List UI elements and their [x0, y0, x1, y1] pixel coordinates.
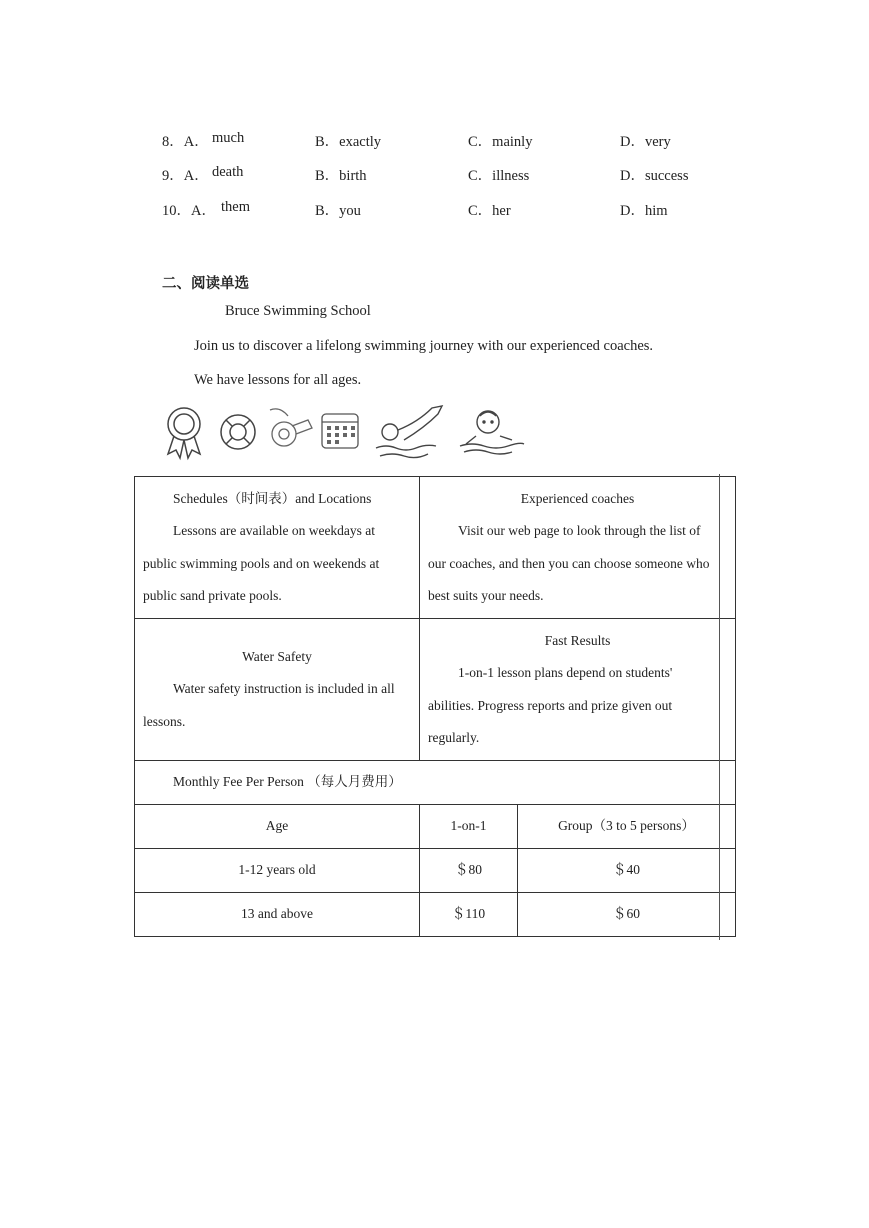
results-text: abilities. Progress reports and prize given out — [428, 697, 673, 713]
passage-line: Join us to discover a lifelong swimming journey with our experienced coaches. — [194, 338, 654, 354]
child-swimmer-icon — [460, 411, 524, 454]
option-a: them — [221, 199, 250, 215]
question-number: 8．A． — [162, 134, 209, 150]
results-title: Fast Results — [544, 632, 611, 648]
life-ring-icon — [221, 415, 255, 449]
option-row — [0, 164, 869, 188]
option-a: death — [212, 164, 244, 180]
coaches-text: best suits your needs. — [428, 588, 544, 603]
medal-icon — [168, 408, 200, 458]
table-row — [135, 761, 736, 805]
coaches-text: Visit our web page to look through the list of — [458, 523, 701, 538]
table-cell: 13 and above — [135, 893, 420, 937]
safety-title: Water Safety — [242, 648, 312, 664]
safety-cell — [135, 619, 420, 761]
schedules-text: public swimming pools and on weekends at — [143, 555, 380, 571]
option-a: much — [212, 130, 245, 146]
option-b: B．birth — [315, 168, 367, 184]
schedules-text: Lessons are available on weekdays at — [173, 523, 376, 538]
question-number: 10．A． — [162, 203, 216, 219]
option-d: D．success — [620, 168, 689, 184]
option-b: B．exactly — [315, 134, 382, 150]
swimmer-icon — [376, 406, 442, 458]
option-c: C．mainly — [468, 134, 533, 150]
column-header: Group（3 to 5 persons） — [518, 805, 736, 849]
option-d: D．him — [620, 203, 668, 219]
option-c: C．her — [468, 203, 511, 219]
fee-title: Monthly Fee Per Person （每人月费用） — [135, 761, 736, 805]
option-row — [0, 130, 869, 154]
table-cell: ＄40 — [518, 849, 736, 893]
coaches-title: Experienced coaches — [520, 490, 635, 506]
question-number: 9．A． — [162, 168, 209, 184]
table-cell: 1-12 years old — [135, 849, 420, 893]
results-cell — [420, 619, 736, 761]
results-text: 1-on-1 lesson plans depend on students' — [458, 665, 673, 680]
table-cell: ＄110 — [420, 893, 518, 937]
table-row — [135, 477, 736, 619]
passage-line: We have lessons for all ages. — [194, 372, 362, 388]
scan-artifact-line — [719, 474, 720, 940]
info-table — [134, 476, 736, 937]
passage-title: Bruce Swimming School — [225, 303, 371, 319]
option-c: C．illness — [468, 168, 530, 184]
section-title: 二、阅读单选 — [162, 276, 249, 292]
whistle-icon — [270, 409, 312, 446]
coaches-text: our coaches, and then you can choose someone who — [428, 555, 710, 571]
table-cell: ＄80 — [420, 849, 518, 893]
icon-strip — [162, 400, 532, 464]
calendar-icon — [322, 414, 358, 448]
column-header: 1-on-1 — [420, 805, 518, 849]
table-header-row — [135, 805, 736, 849]
option-row — [0, 199, 869, 223]
table-cell: ＄60 — [518, 893, 736, 937]
results-text: regularly. — [428, 730, 480, 745]
table-row — [135, 849, 736, 893]
option-b: B．you — [315, 203, 361, 219]
schedules-cell — [135, 477, 420, 619]
option-d: D．very — [620, 134, 671, 150]
schedules-text: public sand private pools. — [143, 588, 282, 603]
safety-text: lessons. — [143, 713, 186, 729]
table-row — [135, 893, 736, 937]
safety-text: Water safety instruction is included in all — [173, 681, 395, 697]
schedules-title: Schedules（时间表）and Locations — [173, 490, 372, 506]
coaches-cell — [420, 477, 736, 619]
table-row — [135, 619, 736, 761]
column-header: Age — [135, 805, 420, 849]
